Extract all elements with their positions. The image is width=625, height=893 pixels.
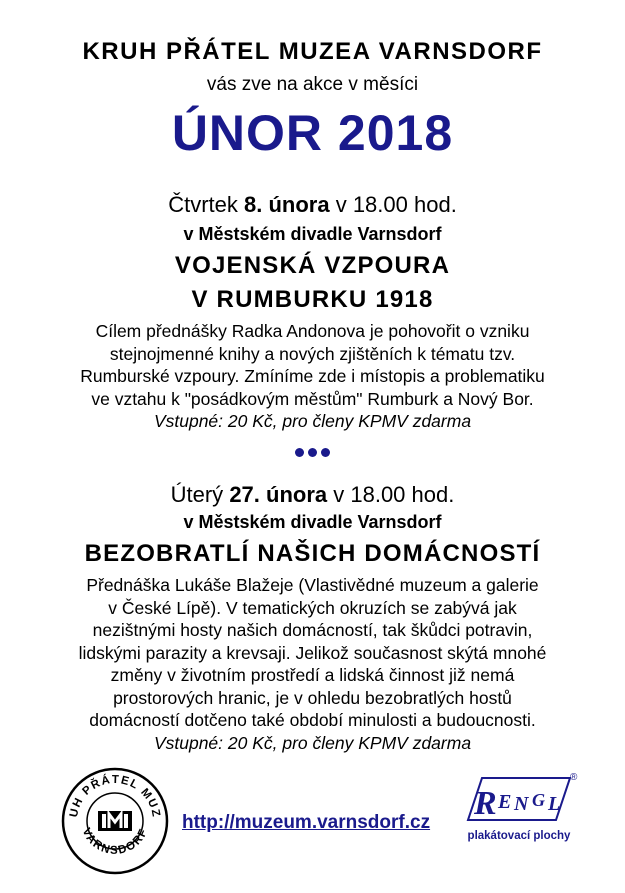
event-2-desc-line: domácností dotčeno také období minulosti a budoucnosti. xyxy=(89,710,536,730)
rengl-caption: plakátovací plochy xyxy=(467,830,571,842)
invitation-line: vás zve na akce v měsíci xyxy=(206,74,419,95)
svg-text:R: R xyxy=(474,785,497,822)
event-1-day: Čtvrtek xyxy=(168,192,238,217)
svg-text:G: G xyxy=(532,790,545,810)
event-2-date: 27. února xyxy=(229,482,328,507)
dot xyxy=(321,448,330,457)
event-2-admission: Vstupné: 20 Kč, pro členy KPMV zdarma xyxy=(153,732,472,753)
svg-text:VARNSDORF: VARNSDORF xyxy=(79,826,151,857)
event-2-venue: v Městském divadle Varnsdorf xyxy=(183,512,442,532)
organization-title: KRUH PŘÁTEL MUZEA VARNSDORF xyxy=(82,38,543,65)
event-2-desc-line: Přednáška Lukáše Blažeje (Vlastivědné muzeum a galerie xyxy=(86,575,539,595)
event-2-desc-line: nezištnými hosty našich domácností, tak škůdci potravin, xyxy=(92,620,533,640)
event-2-day: Úterý xyxy=(170,482,224,507)
event-1-desc-line: stejnojmenné knihy a nových zjištěních k tématu tzv. xyxy=(109,343,516,364)
month-heading: ÚNOR 2018 xyxy=(171,105,454,161)
dot xyxy=(295,448,304,457)
event-2-desc-line: v České Lípě). V tematických okruzích se zabývá jak xyxy=(108,597,517,618)
svg-text:E: E xyxy=(498,791,512,813)
event-2-description xyxy=(40,574,585,754)
event-1-date-line xyxy=(0,192,625,218)
event-1-title-line-1: VOJENSKÁ VZPOURA xyxy=(174,252,451,279)
event-2-desc-line: lidskými parazity a krevsaji. Jelikož současnost skýtá mnohé xyxy=(78,642,547,663)
event-1-desc-line: Rumburské vzpoury. Zmíníme zde i místopis a problematiku xyxy=(80,366,545,386)
event-1-desc-line: Cílem přednášky Radka Andonova je pohovořit o vzniku xyxy=(95,321,530,341)
museum-club-logo xyxy=(60,766,170,876)
event-1-admission: Vstupné: 20 Kč, pro členy KPMV zdarma xyxy=(153,411,472,431)
svg-text:L: L xyxy=(548,793,561,815)
event-1-desc-line: ve vztahu k "posádkovým městům" Rumburk a Nový Bor. xyxy=(91,388,534,409)
svg-text:KRUH PŘÁTEL MUZEA: UH PŘÁTEL MUZ xyxy=(68,773,162,819)
museum-website-link[interactable]: http://muzeum.varnsdorf.cz xyxy=(182,812,431,833)
event-1-title-line-2: V RUMBURKU 1918 xyxy=(191,286,434,313)
event-2-date-line xyxy=(0,482,625,508)
separator-dots xyxy=(0,444,625,462)
event-1-venue: v Městském divadle Varnsdorf xyxy=(183,224,442,244)
event-1-description xyxy=(40,320,585,433)
svg-text:N: N xyxy=(514,793,529,815)
dot xyxy=(308,448,317,457)
event-1-date: 8. února xyxy=(244,192,330,217)
event-2-title: BEZOBRATLÍ NAŠICH DOMÁCNOSTÍ xyxy=(84,540,541,567)
event-1-time: v 18.00 hod. xyxy=(335,192,457,217)
event-2-time: v 18.00 hod. xyxy=(333,482,455,507)
event-2-desc-line: prostorových hranic, je v ohledu bezobratlých hostů xyxy=(113,687,512,708)
svg-text:®: ® xyxy=(570,772,578,783)
event-2-desc-line: změny v životním prostředí a lidská činnost již nemá xyxy=(110,665,515,685)
